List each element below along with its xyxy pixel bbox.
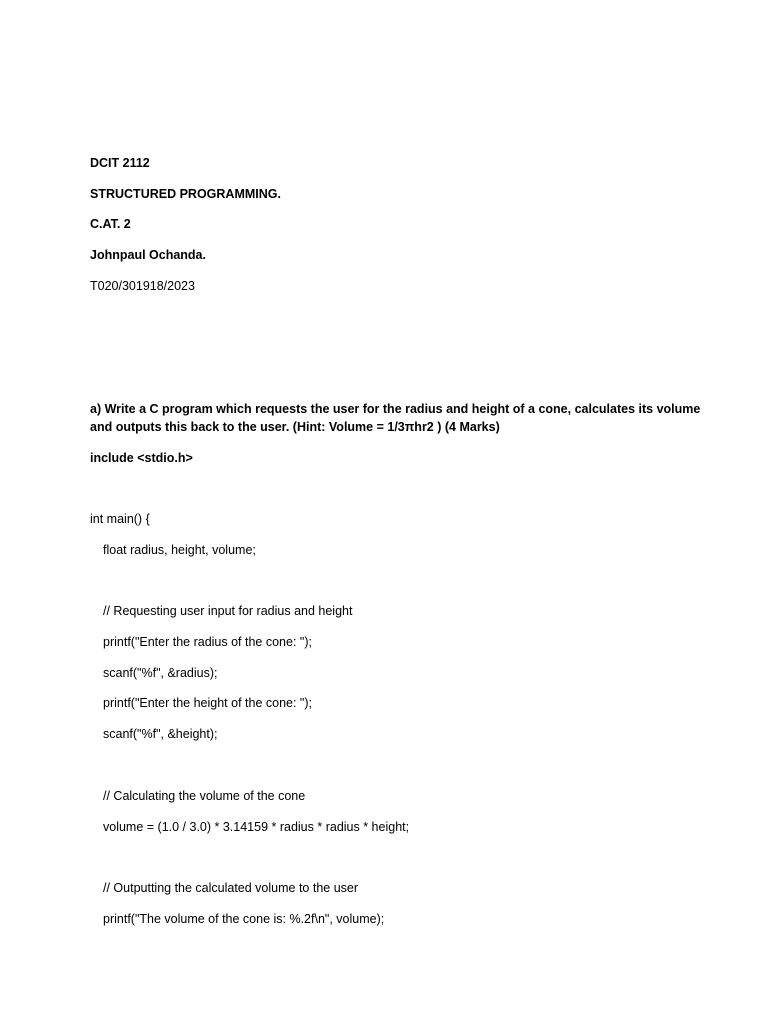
code-main-open: int main() {	[90, 512, 150, 526]
code-include: include <stdio.h>	[90, 451, 193, 465]
question-line-1: a) Write a C program which requests the user for the radius and height of a cone, calculates its volume	[90, 402, 701, 416]
code-printf-height: printf("Enter the height of the cone: ");	[103, 696, 312, 710]
code-declare: float radius, height, volume;	[103, 543, 256, 557]
code-volume-calc: volume = (1.0 / 3.0) * 3.14159 * radius * radius * height;	[103, 820, 410, 834]
question-line-2: and outputs this back to the user. (Hint: Volume = 1/3πhr2 ) (4 Marks)	[90, 419, 500, 434]
code-comment-calc: // Calculating the volume of the cone	[103, 789, 306, 803]
course-name: STRUCTURED PROGRAMMING.	[90, 187, 281, 201]
question-text	[90, 401, 701, 436]
assessment-title: C.AT. 2	[90, 217, 131, 231]
code-comment-output: // Outputting the calculated volume to the user	[103, 881, 359, 895]
code-scanf-radius: scanf("%f", &radius);	[103, 666, 218, 680]
code-printf-output: printf("The volume of the cone is: %.2f\n", volume);	[103, 912, 385, 926]
student-name: Johnpaul Ochanda.	[90, 248, 206, 262]
code-printf-radius: printf("Enter the radius of the cone: ");	[103, 635, 312, 649]
code-scanf-height: scanf("%f", &height);	[103, 727, 218, 741]
code-comment-input: // Requesting user input for radius and height	[103, 604, 353, 618]
registration-number: T020/301918/2023	[90, 279, 195, 293]
course-code: DCIT 2112	[90, 156, 150, 170]
